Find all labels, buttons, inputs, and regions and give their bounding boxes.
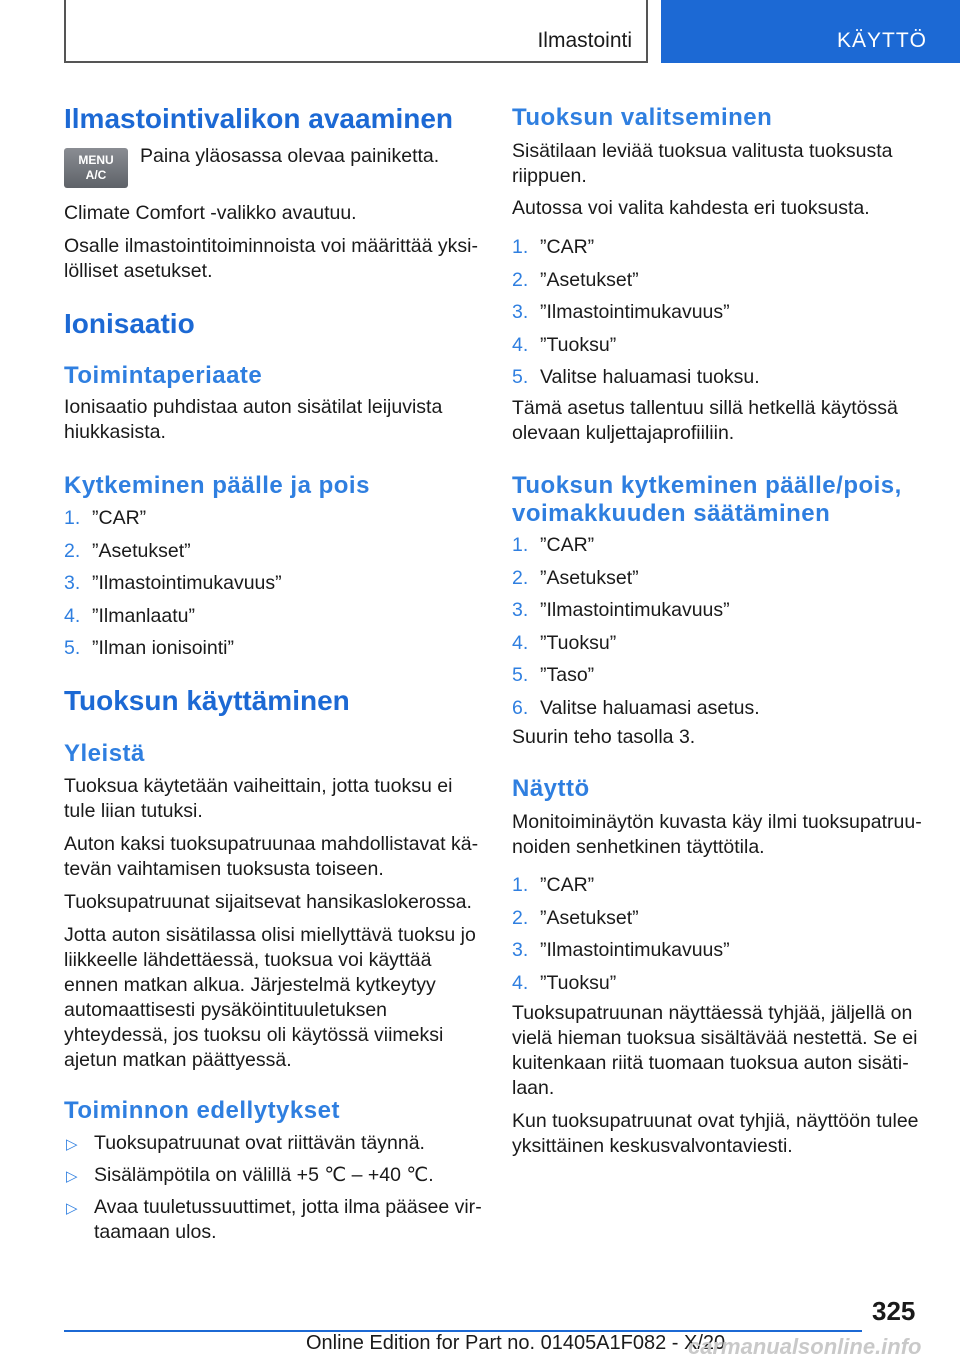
heading-using-scent: Tuoksun käyttäminen xyxy=(64,685,350,716)
page-number: 325 xyxy=(872,1296,916,1326)
heading-requirements: Toiminnon edellytykset xyxy=(64,1097,340,1124)
steps-ionization xyxy=(64,506,484,669)
ac-label: A/C xyxy=(85,168,107,182)
select-text-1: Sisätilaan leviää tuoksua valitusta tuoksusta riippuen. xyxy=(512,140,893,187)
list-item: 2. ”Asetukset” xyxy=(512,566,639,589)
list-item: 1. ”CAR” xyxy=(512,874,595,896)
list-item: 2. ”Asetukset” xyxy=(512,268,639,291)
press-button-text: Paina yläosassa olevaa painiketta. xyxy=(140,145,440,167)
climate-comfort-text: Climate Comfort -valikko avautuu. xyxy=(64,202,357,224)
list-item: 3. ”Ilmastointimukavuus” xyxy=(64,572,282,594)
select-text-2: Autossa voi valita kahdesta eri tuoksusta. xyxy=(512,197,870,219)
list-item: 4. ”Tuoksu” xyxy=(512,333,617,356)
heading-principle: Toimintaperiaate xyxy=(64,362,263,389)
heading-switch-on-off: Kytkeminen päälle ja pois xyxy=(64,472,370,499)
list-item: 3. ”Ilmastointimukavuus” xyxy=(512,301,730,323)
watermark-logo: carmanualsonline.info xyxy=(688,1334,922,1359)
steps-toggle-scent xyxy=(512,533,928,728)
select-text-3: Tämä asetus tallentuu sillä hetkellä käytössä olevaan kuljettajaprofiiliin. xyxy=(512,397,898,444)
chapter-tab xyxy=(661,0,960,63)
heading-toggle-intensity: Tuoksun kytkeminen päälle/pois, voimakkuuden säätäminen xyxy=(512,472,902,527)
list-item: 2. ”Asetukset” xyxy=(64,539,191,562)
heading-display: Näyttö xyxy=(512,775,590,802)
section-title: Ilmastointi xyxy=(537,29,632,52)
menu-label: MENU xyxy=(78,153,114,167)
list-item: ▷ Sisälämpötila on välillä +5 ℃ – +40 ℃. xyxy=(64,1163,484,1188)
individual-settings-text: Osalle ilmastointitoiminnoista voi määrittää yksilölliset asetukset. xyxy=(64,235,478,282)
list-item: ▷ Tuoksupatruunat ovat riittävän täynnä. xyxy=(64,1131,484,1156)
heading-open-menu: Ilmastointivalikon avaaminen xyxy=(64,103,454,134)
heading-ionization: Ionisaatio xyxy=(64,308,195,339)
display-text-3: Kun tuoksupatruunat ovat tyhjiä, näyttöön tulee yksittäinen keskusvalvontaviesti. xyxy=(512,1110,919,1157)
list-item: 1. ”CAR” xyxy=(512,236,595,258)
list-item: 6. Valitse haluamasi asetus. xyxy=(512,696,760,719)
list-item: 5. ”Ilman ionisointi” xyxy=(64,637,234,659)
list-item: 4. ”Tuoksu” xyxy=(512,971,617,994)
list-item: 4. ”Ilmanlaatu” xyxy=(64,604,195,627)
triangle-bullet-icon: ▷ xyxy=(66,1136,78,1153)
menu-ac-button-icon xyxy=(64,148,128,188)
heading-select-scent: Tuoksun valitseminen xyxy=(512,104,773,131)
list-item: ▷ Avaa tuuletussuuttimet, jotta ilma pääsee virtaamaan ulos. xyxy=(66,1196,482,1243)
chapter-title: KÄYTTÖ xyxy=(836,29,927,52)
requirements-list xyxy=(64,1131,484,1252)
general-text-1: Tuoksua käytetään vaiheittain, jotta tuoksu ei tule liian tutuksi. xyxy=(64,775,453,822)
steps-display xyxy=(512,873,928,1003)
general-text-4: Jotta auton sisätilassa olisi miellyttävä tuoksu jo liikkeelle lähdettäessä, tuoksua voi käyttää ennen matkan alkua. Järjestelmä kytkeytyy automaattisesti pysäköintituuletuksen yhteydessä, jos tuoksu oli käytössä viimeksi ajetun matkan päättyessä. xyxy=(64,924,476,1071)
running-header xyxy=(64,0,648,63)
list-item: 2. ”Asetukset” xyxy=(512,906,639,929)
general-text-3: Tuoksupatruunat sijaitsevat hansikaslokerossa. xyxy=(64,891,472,913)
heading-general: Yleistä xyxy=(64,740,145,767)
steps-select-scent xyxy=(512,235,928,398)
triangle-bullet-icon: ▷ xyxy=(66,1200,78,1217)
list-item: 4. ”Tuoksu” xyxy=(512,631,617,654)
edition-text: Online Edition for Part no. 01405A1F082 - X/20 xyxy=(306,1332,726,1354)
list-item: 1. ”CAR” xyxy=(512,534,595,556)
display-text-1: Monitoiminäytön kuvasta käy ilmi tuoksupatruunoiden senhetkinen täyttötila. xyxy=(512,811,922,858)
triangle-bullet-icon: ▷ xyxy=(66,1168,78,1185)
general-text-2: Auton kaksi tuoksupatruunaa mahdollistavat kätevän vaihtamisen tuoksusta toiseen. xyxy=(64,833,479,880)
list-item: 3. ”Ilmastointimukavuus” xyxy=(512,599,730,621)
principle-text: Ionisaatio puhdistaa auton sisätilat leijuvista hiukkasista. xyxy=(64,396,443,443)
list-item: 3. ”Ilmastointimukavuus” xyxy=(512,939,730,961)
list-item: 5. Valitse haluamasi tuoksu. xyxy=(512,366,760,388)
list-item: 5. ”Taso” xyxy=(512,664,595,686)
list-item: 1. ”CAR” xyxy=(64,507,147,529)
toggle-text: Suurin teho tasolla 3. xyxy=(512,726,696,748)
display-text-2: Tuoksupatruunan näyttäessä tyhjää, jäljellä on vielä hieman tuoksua sisältävää nestettä. Se ei kuitenkaan riitä tuomaan tuoksua auton sisätilaan. xyxy=(512,1002,918,1099)
